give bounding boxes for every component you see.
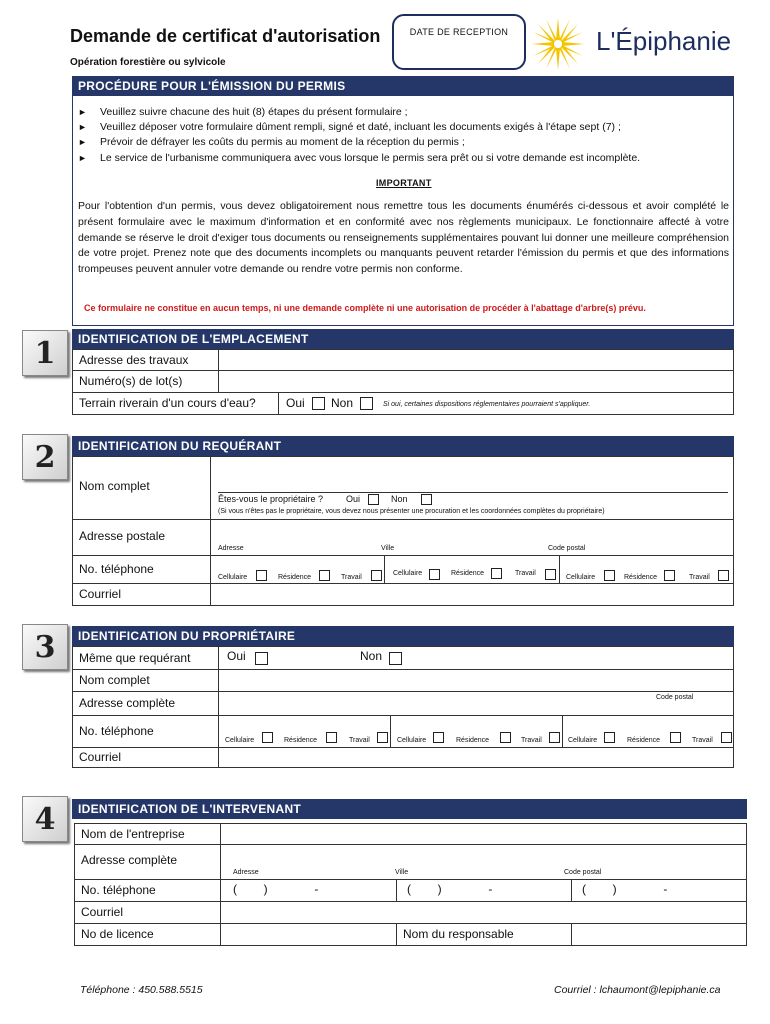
proprio-non-checkbox[interactable]: [421, 494, 432, 505]
codepostal-sublabel: Code postal: [656, 694, 694, 701]
courriel-intervenant-label: Courriel: [81, 905, 124, 919]
phone-type-travail: Travail: [692, 737, 713, 744]
tel-proprio-label: No. téléphone: [79, 724, 154, 738]
step-number-4: 4: [22, 796, 68, 842]
section1-header: IDENTIFICATION DE L'EMPLACEMENT: [72, 329, 734, 349]
bullet-arrow-icon: ►: [78, 122, 87, 132]
nom-requerant-field[interactable]: [218, 465, 728, 493]
responsable-label: Nom du responsable: [403, 927, 514, 941]
step-number-3: 3: [22, 624, 68, 670]
adresse-postale-field[interactable]: [212, 520, 733, 555]
phone-type-travail: Travail: [689, 574, 710, 581]
riverain-label: Terrain riverain d'un cours d'eau?: [79, 396, 256, 410]
riverain-oui-label: Oui: [286, 396, 305, 410]
meme-non-checkbox[interactable]: [389, 652, 402, 665]
row-courriel-requerant: [72, 584, 734, 606]
phone-type-residence: Résidence: [627, 737, 661, 744]
adresse-sublabel: Adresse: [233, 869, 259, 876]
meme-oui-checkbox[interactable]: [255, 652, 268, 665]
meme-oui-label: Oui: [227, 649, 246, 663]
meme-non-label: Non: [360, 649, 383, 663]
row-tel-requerant: [72, 556, 734, 584]
phone-cellulaire-checkbox[interactable]: [604, 570, 615, 581]
adresse-sublabel: Adresse: [218, 545, 244, 552]
proprio-question: Êtes-vous le propriétaire ?: [218, 494, 324, 504]
footer-email: Courriel : lchaumont@lepiphanie.ca: [554, 984, 721, 996]
row-courriel-intervenant: [74, 902, 747, 924]
phone-type-residence: Résidence: [624, 574, 658, 581]
responsable-field[interactable]: [573, 924, 746, 945]
riverain-note: Si oui, certaines dispositions réglementaires pourraient s'appliquer.: [383, 401, 591, 408]
meme-requerant-label: Même que requérant: [79, 651, 191, 665]
row-riverain: [72, 393, 734, 415]
phone-type-cellulaire: Cellulaire: [568, 737, 598, 744]
phone-type-cellulaire: Cellulaire: [397, 737, 427, 744]
proprio-oui-checkbox[interactable]: [368, 494, 379, 505]
phone-type-residence: Résidence: [451, 570, 485, 577]
ville-sublabel: Ville: [381, 545, 395, 552]
phone-travail-checkbox[interactable]: [371, 570, 382, 581]
row-tel-intervenant: [74, 880, 747, 902]
adresse-postale-label: Adresse postale: [79, 529, 166, 543]
row-courriel-proprio: [72, 748, 734, 768]
codepostal-sublabel: Code postal: [548, 545, 586, 552]
bullet-arrow-icon: ►: [78, 107, 87, 117]
phone-type-travail: Travail: [341, 574, 362, 581]
courriel-proprio-field[interactable]: [220, 748, 733, 767]
section4-header: IDENTIFICATION DE L'INTERVENANT: [72, 799, 747, 819]
phone-type-residence: Résidence: [278, 574, 312, 581]
procedure-bullet: ► Veuillez suivre chacune des huit (8) étapes du présent formulaire ;: [78, 106, 408, 118]
adresse-proprio-label: Adresse complète: [79, 696, 176, 710]
codepostal-sublabel: Code postal: [564, 869, 602, 876]
phone-travail-checkbox[interactable]: [718, 570, 729, 581]
row-adresse-postale: [72, 520, 734, 556]
bullet-arrow-icon: ►: [78, 137, 87, 147]
phone-travail-checkbox[interactable]: [721, 732, 732, 743]
phone-residence-checkbox[interactable]: [491, 568, 502, 579]
logo-text: L'Épiphanie: [596, 26, 732, 56]
procedure-paragraph: Pour l'obtention d'un permis, vous devez obligatoirement nous remettre tous les documents énumérés ci-dessous et avoir complété le présent formulaire avec le maximum d'information et en conformité avec nos règlements municipaux. Le fonctionnaire affecté à votre demande se réserve le droit d'exiger tous documents ou renseignements supplémentaires pouvant lui donner une meilleure compréhension de votre projet. Prenez note que des documents incomplets ou manquants peuvent retarder l'émission du permis et que des informations trompeuses peuvent annuler votre demande ou rendre votre permis non conforme.: [78, 200, 729, 276]
riverain-oui-checkbox[interactable]: [312, 397, 325, 410]
phone-travail-checkbox[interactable]: [549, 732, 560, 743]
row-adresse-proprio: [72, 692, 734, 716]
procedure-bullet: ► Veuillez déposer votre formulaire dûment rempli, signé et daté, incluant les documents exigés à l'étape sept (7) ;: [78, 121, 621, 133]
date-reception-box[interactable]: [392, 14, 526, 70]
phone-type-residence: Résidence: [456, 737, 490, 744]
procedure-bullet: ► Prévoir de défrayer les coûts du permis au moment de la réception du permis ;: [78, 136, 465, 148]
ville-sublabel: Ville: [395, 869, 409, 876]
courriel-intervenant-field[interactable]: [222, 902, 746, 923]
row-meme-requerant: [72, 646, 734, 670]
phone-travail-checkbox[interactable]: [377, 732, 388, 743]
licence-label: No de licence: [81, 927, 154, 941]
phone-residence-checkbox[interactable]: [664, 570, 675, 581]
riverain-non-checkbox[interactable]: [360, 397, 373, 410]
phone-cellulaire-checkbox[interactable]: [256, 570, 267, 581]
bullet-arrow-icon: ►: [78, 153, 87, 163]
phone-type-cellulaire: Cellulaire: [566, 574, 596, 581]
riverain-non-label: Non: [331, 396, 354, 410]
phone-type-travail: Travail: [515, 570, 536, 577]
phone-residence-checkbox[interactable]: [670, 732, 681, 743]
adresse-travaux-label: Adresse des travaux: [79, 353, 189, 367]
phone-field-2[interactable]: ( ) -: [407, 882, 493, 896]
important-heading: IMPORTANT: [376, 178, 432, 188]
date-reception-label: DATE DE RECEPTION: [409, 27, 509, 37]
phone-cellulaire-checkbox[interactable]: [433, 732, 444, 743]
footer-phone: Téléphone : 450.588.5515: [80, 984, 203, 996]
proprio-oui-label: Oui: [346, 494, 361, 504]
phone-travail-checkbox[interactable]: [545, 569, 556, 580]
nom-proprio-label: Nom complet: [79, 673, 150, 687]
phone-field-3[interactable]: ( ) -: [582, 882, 668, 896]
form-title: Demande de certificat d'autorisation: [70, 26, 381, 46]
proprio-non-label: Non: [391, 494, 408, 504]
phone-type-cellulaire: Cellulaire: [218, 574, 248, 581]
phone-type-travail: Travail: [349, 737, 370, 744]
phone-cellulaire-checkbox[interactable]: [429, 569, 440, 580]
procedure-warning: Ce formulaire ne constitue en aucun temps, ni une demande complète ni une autorisation de procéder à l'abattage d'arbre(s) prévu.: [84, 303, 646, 313]
courriel-proprio-label: Courriel: [79, 750, 122, 764]
lots-label: Numéro(s) de lot(s): [79, 374, 183, 388]
row-nom-proprio: [72, 670, 734, 692]
procedure-header: PROCÉDURE POUR L'ÉMISSION DU PERMIS: [72, 76, 734, 96]
phone-type-travail: Travail: [521, 737, 542, 744]
adresse-intervenant-label: Adresse complète: [81, 853, 178, 867]
phone-field-1[interactable]: ( ) -: [233, 882, 319, 896]
row-entreprise: [74, 823, 747, 845]
phone-type-cellulaire: Cellulaire: [225, 737, 255, 744]
entreprise-field[interactable]: [222, 824, 746, 844]
step-number-2: 2: [22, 434, 68, 480]
phone-residence-checkbox[interactable]: [326, 732, 337, 743]
form-subtitle: Opération forestière ou sylvicole: [70, 57, 226, 68]
row-lots: [72, 371, 734, 393]
phone-type-cellulaire: Cellulaire: [393, 570, 423, 577]
nom-proprio-field[interactable]: [220, 670, 733, 691]
tel-requerant-label: No. téléphone: [79, 562, 154, 576]
nom-requerant-label: Nom complet: [79, 479, 150, 493]
section2-header: IDENTIFICATION DU REQUÉRANT: [72, 436, 734, 456]
courriel-requerant-field[interactable]: [212, 584, 733, 605]
adresse-travaux-field[interactable]: [220, 350, 733, 370]
section3-header: IDENTIFICATION DU PROPRIÉTAIRE: [72, 626, 734, 646]
adresse-intervenant-field[interactable]: [222, 845, 746, 879]
phone-residence-checkbox[interactable]: [319, 570, 330, 581]
proprio-note: (Si vous n'êtes pas le propriétaire, vous devez nous présenter une procuration et les coordonnées complètes du propriétaire): [218, 508, 605, 515]
sun-logo-icon: [530, 16, 586, 72]
tel-intervenant-label: No. téléphone: [81, 883, 156, 897]
phone-type-residence: Résidence: [284, 737, 318, 744]
row-nom-requerant: [72, 456, 734, 520]
row-licence: [74, 924, 747, 946]
procedure-bullet: ► Le service de l'urbanisme communiquera avec vous lorsque le permis sera prêt ou si votre demande est incomplète.: [78, 152, 641, 164]
row-adresse-intervenant: [74, 845, 747, 880]
phone-cellulaire-checkbox[interactable]: [604, 732, 615, 743]
courriel-requerant-label: Courriel: [79, 587, 122, 601]
entreprise-label: Nom de l'entreprise: [81, 827, 185, 841]
lots-field[interactable]: [220, 371, 733, 392]
phone-cellulaire-checkbox[interactable]: [262, 732, 273, 743]
row-adresse-travaux: [72, 349, 734, 371]
phone-residence-checkbox[interactable]: [500, 732, 511, 743]
step-number-1: 1: [22, 330, 68, 376]
row-tel-proprio: [72, 716, 734, 748]
